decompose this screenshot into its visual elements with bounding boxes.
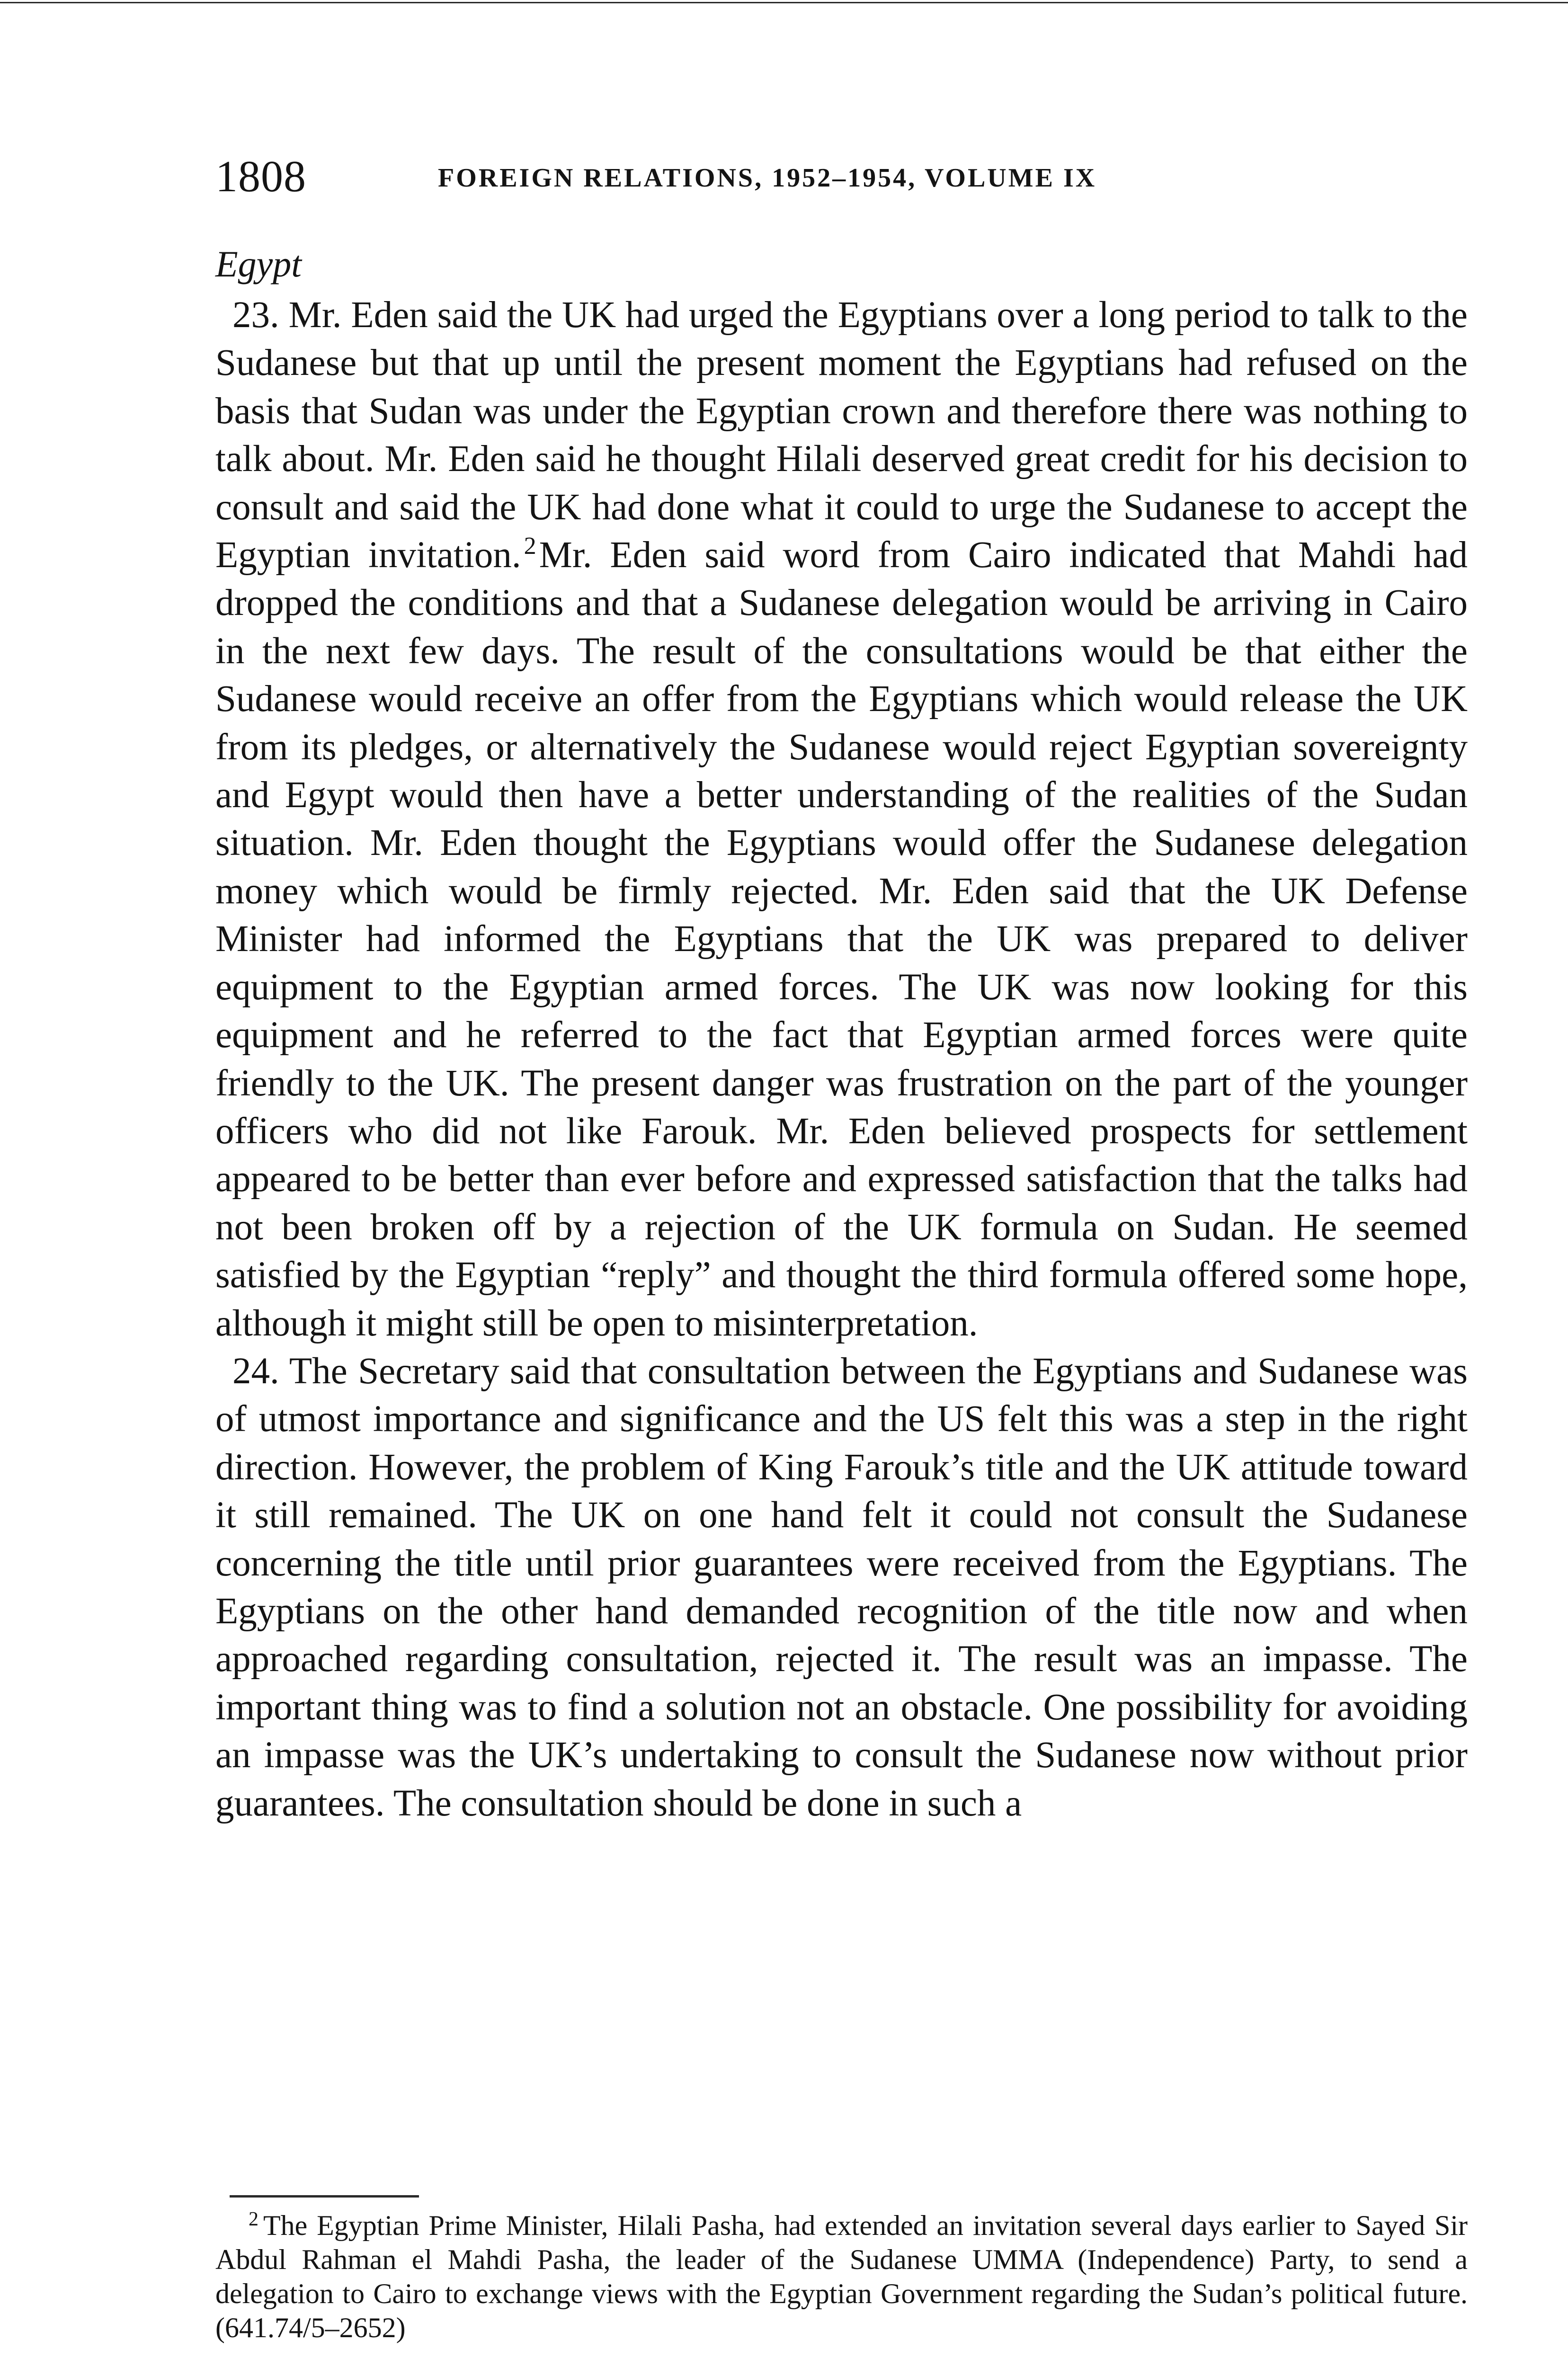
paragraph-24: 24. The Secretary said that consultation between the Egyptians and Sudanese was of utmost importance and significance and the US felt this was a step in the right direction. However, the problem of King Farouk’s title and the UK attitude toward it still remained. The UK on one hand felt it could not consult the Sudanese concerning the title until prior guarantees were received from the Egyptians. The Egyptians on the other hand demanded recognition of the title now and when approached regarding consultation, rejected it. The result was an impasse. The important thing was to find a solution not an obstacle. One possibility for avoiding an impasse was the UK’s undertaking to consult the Sudanese now without prior guarantees. The consultation should be done in such a	[215, 1350, 1468, 1824]
body-text	[215, 291, 1468, 1827]
paragraph-23	[215, 291, 1468, 1347]
footnote-text: The Egyptian Prime Minister, Hilali Pasha, had extended an invitation several days earlier to Sayed Sir Abdul Rahman el Mahdi Pasha, the leader of the Sudanese UMMA (Independence) Party, to send a delegation to Cairo to exchange views with the Egyptian Government regarding the Sudan’s political future. (641.74/5–2652)	[215, 2210, 1468, 2343]
footnote-divider	[230, 2195, 419, 2198]
paragraph-23-part-1: 23. Mr. Eden said the UK had urged the Egyptians over a long period to talk to the Sudanese but that up until the present moment the Egyptians had refused on the basis that Sudan was under the Egyptian crown and therefore there was nothing to talk about. Mr. Eden said he thought Hilali deserved great credit for his decision to consult and said the UK had done what it could to urge the Sudanese to accept the Egyptian invitation.	[215, 294, 1468, 576]
paragraph-23-part-2: Mr. Eden said word from Cairo indicated that Mahdi had dropped the conditions and that a Sudanese delegation would be arriving in Cairo in the next few days. The result of the consultations would be that either the Sudanese would receive an offer from the Egyptians which would release the UK from its pledges, or alternatively the Sudanese would reject Egyptian sovereignty and Egypt would then have a better understanding of the realities of the Sudan situation. Mr. Eden thought the Egyptians would offer the Sudanese delegation money which would be firmly rejected. Mr. Eden said that the UK Defense Minister had informed the Egyptians that the UK was prepared to deliver equipment to the Egyptian armed forces. The UK was now looking for this equipment and he referred to the fact that Egyptian armed forces were quite friendly to the UK. The present danger was frustration on the part of the younger officers who did not like Farouk. Mr. Eden believed prospects for settlement appeared to be better than ever before and expressed satisfaction that the talks had not been broken off by a rejection of the UK formula on Sudan. He seemed satisfied by the Egyptian “reply” and thought the third formula offered some hope, although it might still be open to misinterpretation.	[215, 534, 1468, 1344]
footnote-mark: 2	[249, 2208, 258, 2230]
footnote	[215, 2208, 1468, 2345]
section-title: Egypt	[215, 243, 302, 285]
page-number: 1808	[215, 152, 306, 201]
running-head: FOREIGN RELATIONS, 1952–1954, VOLUME IX	[438, 163, 1097, 193]
top-edge-rule	[0, 2, 1568, 3]
footnote-reference: 2	[524, 533, 536, 560]
page-header	[215, 151, 1470, 203]
